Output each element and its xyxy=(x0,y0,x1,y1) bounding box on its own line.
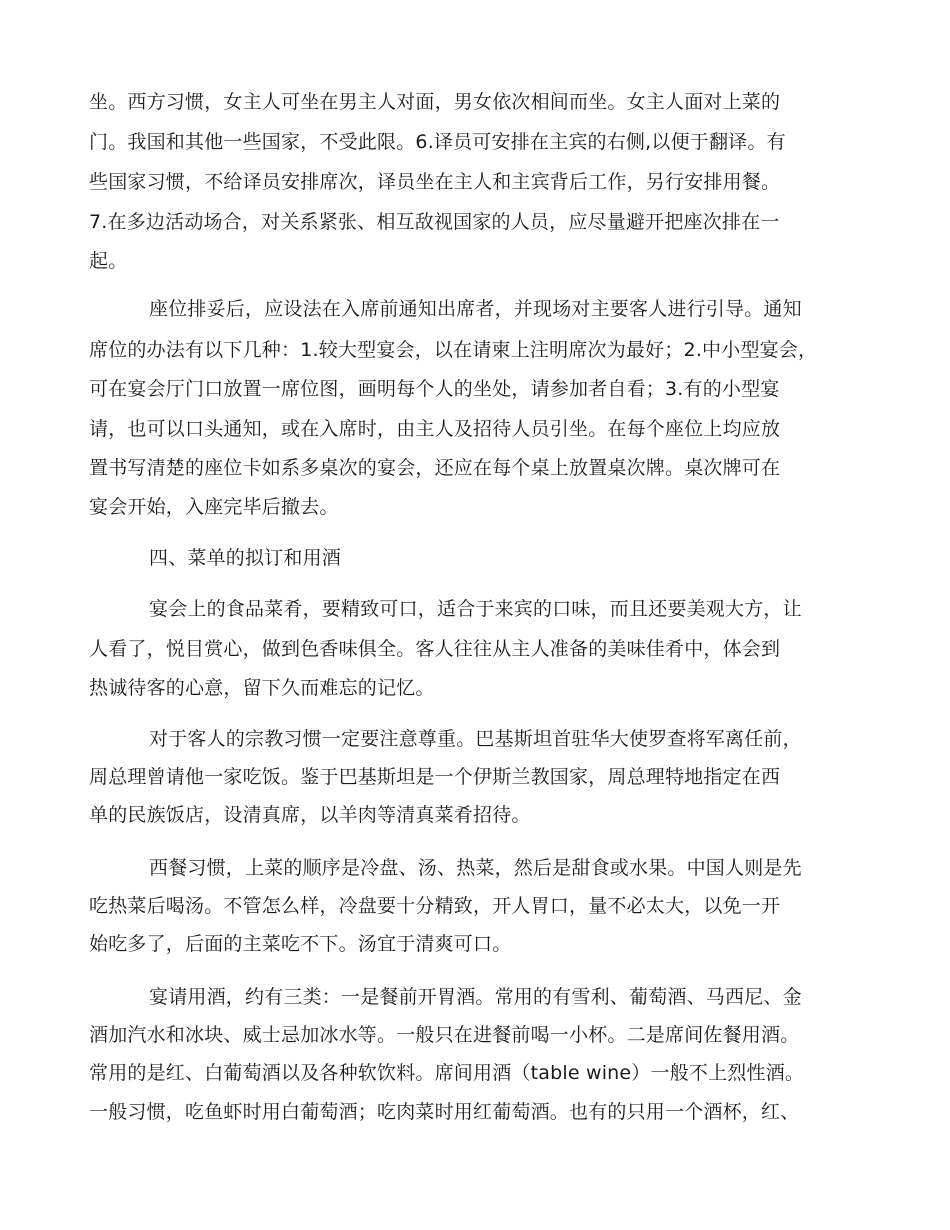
text-line: 人看了，悦目赏心，做到色香味俱全。客人往往从主人准备的美味佳肴中，体会到 xyxy=(89,638,781,660)
text-line: 些国家习惯，不给译员安排席次，译员坐在主人和主宾背后工作，另行安排用餐。 xyxy=(89,171,781,193)
paragraph-first-line: 座位排妥后，应设法在入席前通知出席者，并现场对主要客人进行引导。通知 xyxy=(149,298,802,320)
text-line: 吃热菜后喝汤。不管怎么样，冷盘要十分精致，开人胃口，量不必太大，以免一开 xyxy=(89,895,781,917)
paragraph-first-line: 宴请用酒，约有三类：一是餐前开胃酒。常用的有雪利、葡萄酒、马西尼、金 xyxy=(149,986,802,1008)
text-line: 单的民族饭店，设清真席，以羊肉等清真菜肴招待。 xyxy=(89,804,531,826)
text-line: 请，也可以口头通知，或在入席时，由主人及招待人员引坐。在每个座位上均应放 xyxy=(89,418,781,440)
text-line: 酒加汽水和冰块、威士忌加冰水等。一般只在进餐前喝一小杯。二是席间佐餐用酒。 xyxy=(89,1024,800,1046)
text-line: 宴会开始，入座完毕后撤去。 xyxy=(89,496,339,518)
paragraph-first-line: 对于客人的宗教习惯一定要注意尊重。巴基斯坦首驻华大使罗查将军离任前， xyxy=(149,728,802,750)
text-line: 7.在多边活动场合，对关系紧张、相互敌视国家的人员，应尽量避开把座次排在一 xyxy=(89,211,780,233)
text-line: 始吃多了，后面的主菜吃不下。汤宜于清爽可口。 xyxy=(89,933,512,955)
text-line: 可在宴会厅门口放置一席位图，画明每个人的坐处，请参加者自看；3.有的小型宴 xyxy=(89,378,780,400)
paragraph-first-line: 宴会上的食品菜肴，要精致可口，适合于来宾的口味，而且还要美观大方，让 xyxy=(149,598,802,620)
text-line: 一般习惯，吃鱼虾时用白葡萄酒；吃肉菜时用红葡萄酒。也有的只用一个酒杯，红、 xyxy=(89,1101,800,1123)
text-line: 起。 xyxy=(89,250,128,272)
text-line: 常用的是红、白葡萄酒以及各种软饮料。席间用酒（table wine）一般不上烈性酒。 xyxy=(89,1062,805,1084)
paragraph-first-line: 西餐习惯，上菜的顺序是冷盘、汤、热菜，然后是甜食或水果。中国人则是先 xyxy=(149,857,802,879)
text-line: 席位的办法有以下几种：1.较大型宴会，以在请柬上注明席次为最好；2.中小型宴会， xyxy=(89,339,818,361)
text-line: 热诚待客的心意，留下久而难忘的记忆。 xyxy=(89,677,435,699)
section-heading: 四、菜单的拟订和用酒 xyxy=(149,547,342,569)
text-line: 门。我国和其他一些国家，不受此限。6.译员可安排在主宾的右侧,以便于翻译。有 xyxy=(89,131,786,153)
text-line: 置书写清楚的座位卡如系多桌次的宴会，还应在每个桌上放置桌次牌。桌次牌可在 xyxy=(89,457,781,479)
text-line: 坐。西方习惯，女主人可坐在男主人对面，男女依次相间而坐。女主人面对上菜的 xyxy=(89,91,781,113)
text-line: 周总理曾请他一家吃饭。鉴于巴基斯坦是一个伊斯兰教国家，周总理特地指定在西 xyxy=(89,766,781,788)
